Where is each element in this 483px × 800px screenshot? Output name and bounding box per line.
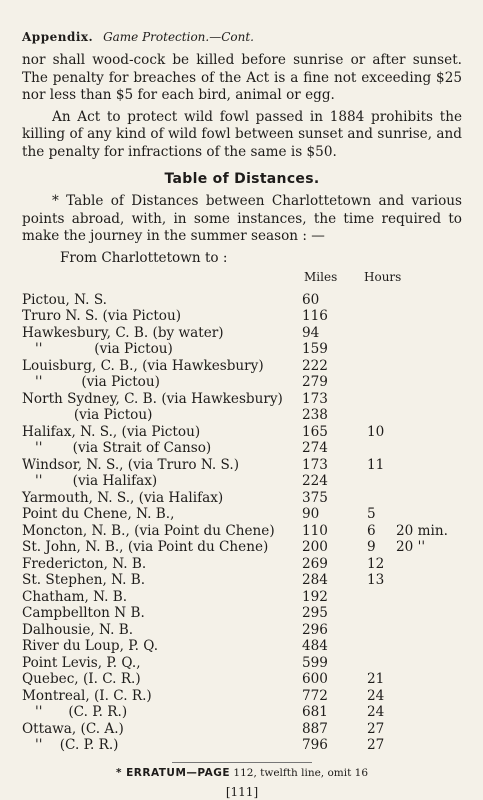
miles-cell: 375 <box>302 489 328 506</box>
table-row <box>22 292 462 309</box>
destination-cell: Point du Chene, N. B., <box>22 506 175 522</box>
miles-cell: 192 <box>302 588 328 605</box>
from-line: From Charlottetown to : <box>60 249 228 266</box>
destination-cell: North Sydney, C. B. (via Hawkesbury) <box>22 390 283 407</box>
destination-cell: St. John, N. B., (via Point du Chene) <box>22 539 269 555</box>
paragraph-1: nor shall wood-cock be killed before sunrise or after sunset. The penalty for breaches of the Act is a fine not exceeding $25 nor less than $5 for each bird, animal or egg. <box>22 52 462 103</box>
hours-cell: 27 <box>367 720 385 737</box>
destination-cell: Moncton, N. B., (via Point du Chene) <box>22 522 275 539</box>
miles-cell: 94 <box>302 324 320 341</box>
miles-cell: 116 <box>302 308 328 324</box>
destination-cell: River du Loup, P. Q. <box>22 638 159 654</box>
miles-cell: 222 <box>302 357 328 374</box>
table-intro: * Table of Distances between Charlottetown and various points abroad, with, in some instances, the time required to make the journey in the summer season : — <box>22 193 462 244</box>
hours-cell: 5 <box>367 506 376 522</box>
miles-cell: 279 <box>302 374 328 390</box>
miles-cell: 110 <box>302 522 328 539</box>
table-row <box>22 655 462 672</box>
miles-cell: 887 <box>302 720 328 737</box>
miles-cell: 796 <box>302 737 328 753</box>
destination-cell: Ottawa, (C. A.) <box>22 720 124 737</box>
hours-cell: 24 <box>367 687 385 704</box>
destination-cell: (via Pictou) <box>22 407 153 423</box>
hours-cell: 6 <box>367 522 376 539</box>
miles-cell: 159 <box>302 341 328 357</box>
table-row <box>22 671 462 688</box>
erratum-label: * ERRATUM—PAGE <box>115 766 231 779</box>
destination-cell: '' (C. P. R.) <box>22 704 128 720</box>
hours-cell: 10 <box>367 423 385 440</box>
table-row <box>22 473 462 490</box>
destination-cell: Fredericton, N. B. <box>22 555 147 572</box>
miles-cell: 173 <box>302 390 328 407</box>
destination-cell: Yarmouth, N. S., (via Halifax) <box>22 489 224 506</box>
table-row <box>22 325 462 342</box>
destination-cell: Pictou, N. S. <box>22 291 107 308</box>
table-title: Table of Distances. <box>164 171 320 187</box>
miles-cell: 200 <box>302 539 328 555</box>
column-headers <box>22 270 462 286</box>
miles-cell: 269 <box>302 555 328 572</box>
table-row <box>22 704 462 721</box>
hours-cell: 24 <box>367 704 385 720</box>
table-row <box>22 374 462 391</box>
minutes-cell: 20 min. <box>396 522 448 539</box>
miles-cell: 173 <box>302 456 328 473</box>
table-row <box>22 490 462 507</box>
miles-cell: 681 <box>302 704 328 720</box>
destination-cell: Hawkesbury, C. B. (by water) <box>22 324 224 341</box>
hours-header: Hours <box>364 269 402 284</box>
hours-cell: 11 <box>367 456 385 473</box>
destination-cell: '' (via Pictou) <box>22 341 173 357</box>
minutes-cell: 20 '' <box>396 539 426 555</box>
miles-cell: 238 <box>302 407 328 423</box>
running-head-section: Game Protection.—Cont. <box>103 30 254 44</box>
hours-cell: 13 <box>367 572 385 588</box>
table-row <box>22 688 462 705</box>
destination-cell: Campbellton N B. <box>22 605 145 621</box>
table-row <box>22 737 462 754</box>
destination-cell: Chatham, N. B. <box>22 588 128 605</box>
miles-cell: 484 <box>302 638 328 654</box>
table-row <box>22 407 462 424</box>
miles-cell: 60 <box>302 291 320 308</box>
destination-cell: '' (via Halifax) <box>22 473 158 489</box>
table-row <box>22 424 462 441</box>
erratum-text: 112, twelfth line, omit 16 <box>233 766 369 779</box>
destination-cell: Windsor, N. S., (via Truro N. S.) <box>22 456 240 473</box>
hours-cell: 27 <box>367 737 385 753</box>
destination-cell: '' (C. P. R.) <box>22 737 119 753</box>
table-row <box>22 572 462 589</box>
running-head-label: Appendix. <box>22 30 94 44</box>
page <box>22 30 462 799</box>
table-row <box>22 605 462 622</box>
table-row <box>22 391 462 408</box>
destination-cell: St. Stephen, N. B. <box>22 572 146 588</box>
table-row <box>22 539 462 556</box>
miles-cell: 90 <box>302 506 320 522</box>
erratum <box>22 767 462 779</box>
miles-cell: 165 <box>302 423 328 440</box>
table-row <box>22 721 462 738</box>
destination-cell: Truro N. S. (via Pictou) <box>22 308 182 324</box>
destination-cell: '' (via Pictou) <box>22 374 160 390</box>
table-row <box>22 308 462 325</box>
table-row <box>22 523 462 540</box>
hours-cell: 12 <box>367 555 385 572</box>
destination-cell: '' (via Strait of Canso) <box>22 440 212 456</box>
table-row <box>22 506 462 523</box>
miles-header: Miles <box>304 269 338 284</box>
hours-cell: 21 <box>367 671 385 687</box>
miles-cell: 600 <box>302 671 328 687</box>
paragraph-2: An Act to protect wild fowl passed in 1884 prohibits the killing of any kind of wild fowl between sunset and sunrise, and the penalty for infractions of the same is $50. <box>22 108 462 160</box>
table-row <box>22 358 462 375</box>
hours-cell: 9 <box>367 539 376 555</box>
miles-cell: 274 <box>302 440 328 456</box>
destination-cell: Quebec, (I. C. R.) <box>22 671 141 687</box>
table-row <box>22 638 462 655</box>
destination-cell: Louisburg, C. B., (via Hawkesbury) <box>22 357 264 374</box>
table-row <box>22 556 462 573</box>
table-row <box>22 341 462 358</box>
miles-cell: 295 <box>302 605 328 621</box>
table-row <box>22 457 462 474</box>
miles-cell: 599 <box>302 654 328 671</box>
running-head <box>22 30 462 44</box>
page-number: [111] <box>225 784 259 799</box>
table-row <box>22 589 462 606</box>
distance-table <box>22 292 462 754</box>
destination-cell: Dalhousie, N. B. <box>22 621 134 638</box>
destination-cell: Point Levis, P. Q., <box>22 654 141 671</box>
divider <box>172 762 312 763</box>
destination-cell: Montreal, (I. C. R.) <box>22 687 152 704</box>
destination-cell: Halifax, N. S., (via Pictou) <box>22 423 201 440</box>
miles-cell: 772 <box>302 687 328 704</box>
miles-cell: 284 <box>302 572 328 588</box>
table-row <box>22 440 462 457</box>
miles-cell: 224 <box>302 473 328 489</box>
table-row <box>22 622 462 639</box>
miles-cell: 296 <box>302 621 328 638</box>
